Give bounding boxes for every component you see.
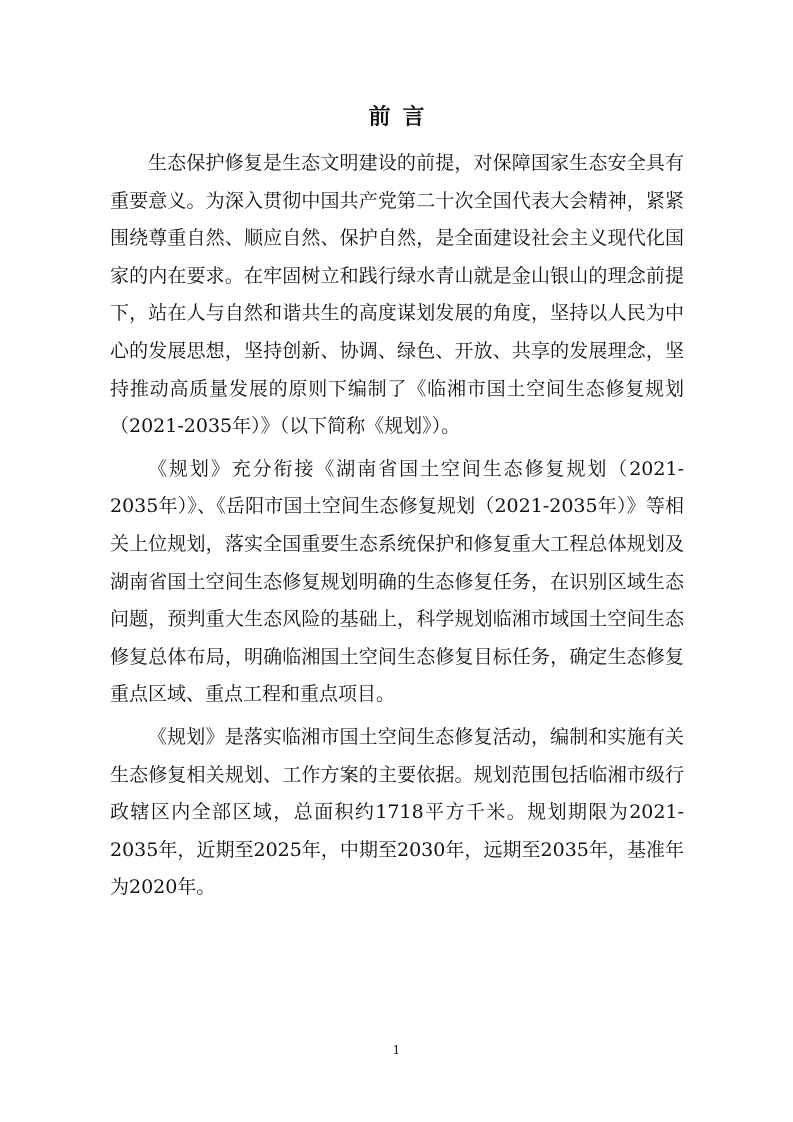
page-number: 1 <box>392 1043 401 1057</box>
paragraph-3: 《规划》是落实临湘市国土空间生态修复活动，编制和实施有关生态修复相关规划、工作方案的主要依据。规划范围包括临湘市级行政辖区内全部区域，总面积约1718平方千米。规划期限为2021-2035年，近期至2025年，中期至2030年，远期至2035年，基准年为2020年。 <box>110 725 684 899</box>
paragraph-1: 生态保护修复是生态文明建设的前提，对保障国家生态安全具有重要意义。为深入贯彻中国共产党第二十次全国代表大会精神，紧紧围绕尊重自然、顺应自然、保护自然，是全面建设社会主义现代化国家的内在要求。在牢固树立和践行绿水青山就是金山银山的理念前提下，站在人与自然和谐共生的高度谋划发展的角度，坚持以人民为中心的发展思想，坚持创新、协调、绿色、开放、共享的发展理念，坚持推动高质量发展的原则下编制了《临湘市国土空间生态修复规划（2021-2035年）》（以下简称《规划》）。 <box>110 152 684 438</box>
document-body <box>110 145 684 912</box>
paragraph-2: 《规划》充分衔接《湖南省国土空间生态修复规划（2021-2035年）》、《岳阳市国土空间生态修复规划（2021-2035年）》等相关上位规划，落实全国重要生态系统保护和修复重大工程总体规划及湖南省国土空间生态修复规划明确的生态修复任务，在识别区域生态问题，预判重大生态风险的基础上，科学规划临湘市域国土空间生态修复总体布局，明确临湘国土空间生态修复目标任务，确定生态修复重点区域、重点工程和重点项目。 <box>110 457 684 706</box>
page-title: 前言 <box>368 104 437 130</box>
